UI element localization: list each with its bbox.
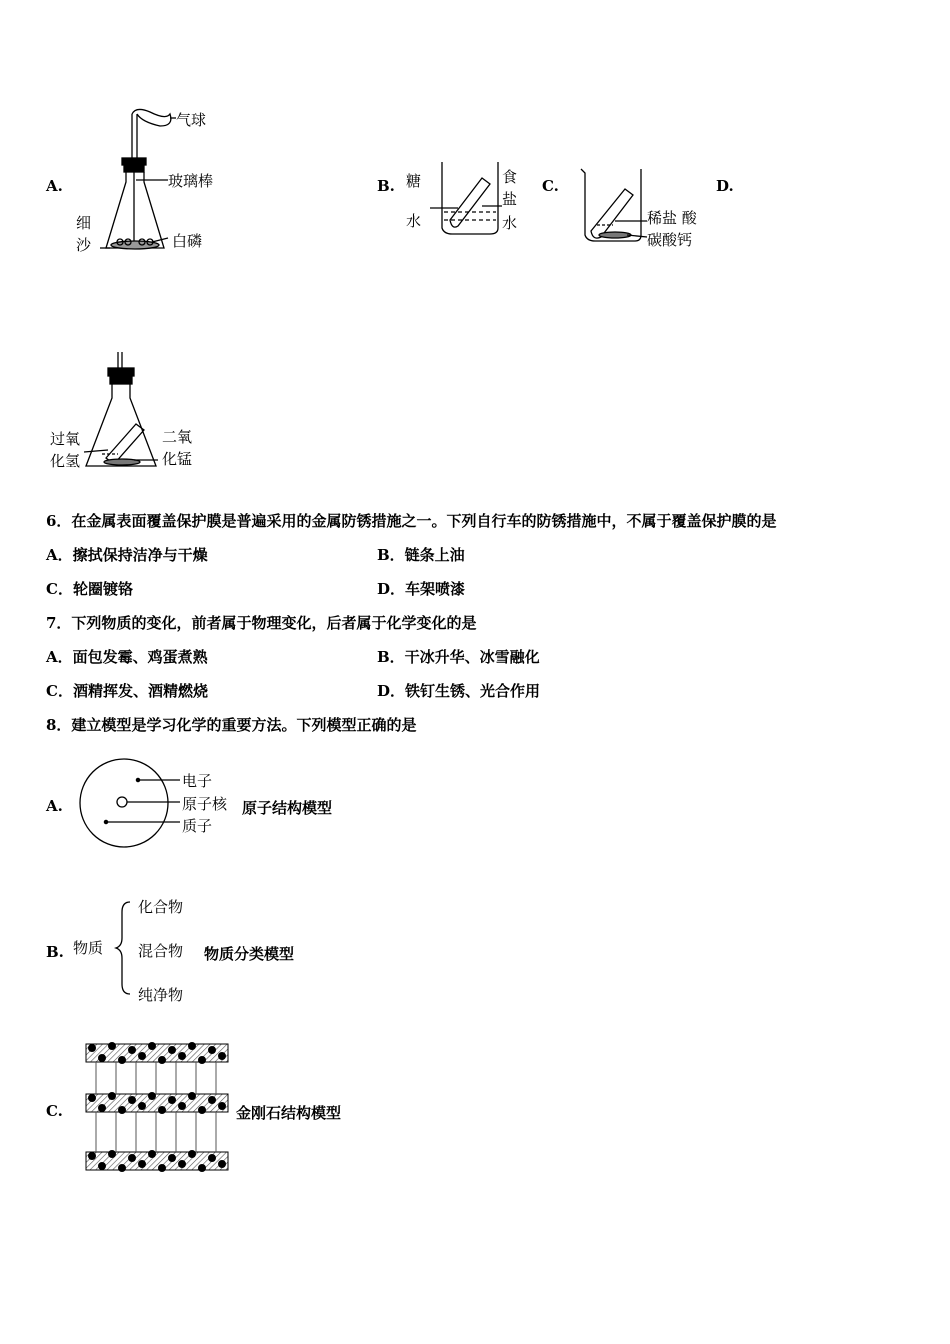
mno2-label-2: 化锰 [162,450,193,468]
flask-with-peroxide-icon [84,352,158,466]
atom-model-figure [74,758,244,848]
q8-option-b-letter[interactable]: B. [46,943,64,961]
q6-option-c[interactable]: C．轮圈镀铬 [46,580,133,598]
atom-model-caption: 原子结构模型 [242,799,333,817]
brace-icon [114,898,134,998]
nucleus-label: 原子核 [182,795,228,813]
salt-label-1: 食 [502,168,518,186]
glass-rod-label: 玻璃棒 [168,172,214,190]
classification-model-caption: 物质分类模型 [204,945,295,963]
layered-lattice-icon [86,1043,228,1172]
question-8-stem: 8．建立模型是学习化学的重要方法。下列模型正确的是 [46,716,417,734]
salt-label-2: 盐 [502,190,518,208]
acid-label: 稀盐 酸 [647,209,697,227]
q7-option-d[interactable]: D．铁钉生锈、光合作用 [377,682,541,700]
q8-option-a-letter[interactable]: A. [46,797,63,815]
carbonate-label: 碳酸钙 [647,231,693,249]
proton-label: 质子 [182,817,213,835]
q5-option-a-letter: A. [46,177,63,195]
q6-option-a[interactable]: A．擦拭保持洁净与干燥 [46,546,208,564]
q6-option-d[interactable]: D．车架喷漆 [377,580,466,598]
pure-substance-label: 纯净物 [138,986,184,1004]
diamond-structure-figure [82,1036,234,1178]
compound-label: 化合物 [138,898,184,916]
water-right-label: 水 [502,214,518,232]
atom-model-icon [80,759,180,847]
beaker-with-test-tube-icon [430,162,502,234]
q7-option-c[interactable]: C．酒精挥发、酒精燃烧 [46,682,208,700]
q7-option-b[interactable]: B．干冰升华、冰雪融化 [377,648,540,666]
beaker-with-acid-tube-icon [581,169,647,241]
phosphorus-label: 白磷 [172,232,203,250]
electron-label: 电子 [182,772,213,790]
q5-figure-c [575,165,715,255]
peroxide-label-1: 过氧 [50,430,81,448]
q5-option-d-letter: D. [716,177,734,195]
diamond-model-caption: 金刚石结构模型 [236,1104,342,1122]
peroxide-label-2: 化氢 [50,452,81,470]
sugar-label: 糖 [406,172,422,190]
flask-with-balloon-icon [100,109,176,249]
matter-label: 物质 [73,939,104,957]
q8-option-c-letter[interactable]: C. [46,1102,63,1120]
question-7-stem: 7．下列物质的变化，前者属于物理变化，后者属于化学变化的是 [46,614,477,632]
sand-label-1: 细 [76,214,92,232]
mixture-label: 混合物 [138,942,184,960]
q5-figure-d [46,348,206,478]
water-left-label: 水 [406,212,422,230]
q6-option-b[interactable]: B．链条上油 [377,546,465,564]
q5-figure-a [70,100,230,260]
question-6-stem: 6．在金属表面覆盖保护膜是普遍采用的金属防锈措施之一。下列自行车的防锈措施中，不属于覆盖保护膜的是 [46,512,777,530]
balloon-label: 气球 [176,111,207,129]
mno2-label-1: 二氧 [162,428,193,446]
q5-option-c-letter: C. [542,177,559,195]
sand-label-2: 沙 [76,236,92,254]
q5-option-b-letter: B. [377,177,395,195]
q7-option-a[interactable]: A．面包发霉、鸡蛋煮熟 [46,648,208,666]
q5-figure-b [398,158,538,248]
